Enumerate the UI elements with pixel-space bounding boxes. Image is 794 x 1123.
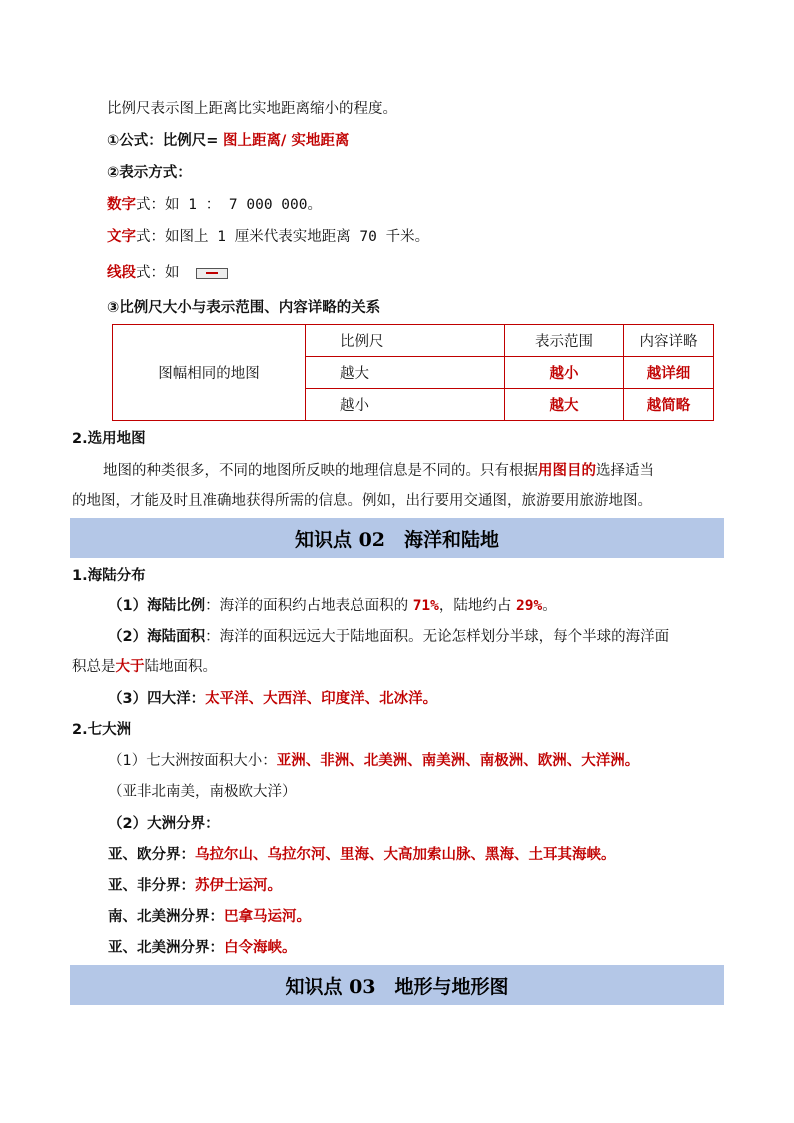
item-label: （2）海陆面积	[108, 629, 206, 645]
cell-detail: 越简略	[624, 389, 714, 421]
relation-title: ③比例尺大小与表示范围、内容详略的关系	[107, 300, 381, 316]
item-text: ，陆地约占	[438, 598, 517, 614]
cell-detail: 越详细	[624, 357, 714, 389]
table-row	[113, 325, 714, 357]
sea-area-line-2	[72, 657, 217, 677]
formula-line	[107, 131, 349, 151]
continents-line	[108, 751, 639, 771]
para-text: 选择适当	[596, 463, 654, 479]
header-range: 表示范围	[505, 325, 624, 357]
section-title: 知识点 02 海洋和陆地	[294, 528, 500, 551]
item-text: 陆地面积。	[144, 659, 217, 675]
boundary-americas	[108, 907, 311, 927]
item-label: （1）海陆比例	[108, 598, 206, 614]
line-text: 式：如	[136, 265, 180, 281]
section-banner-kp02	[70, 518, 724, 558]
boundary-label: 亚、非分界：	[108, 878, 195, 894]
cell-scale: 越大	[306, 357, 505, 389]
item-label: （3）四大洋：	[108, 691, 206, 707]
item-text: 积总是	[72, 659, 116, 675]
choose-map-para-2: 的地图，才能及时且准确地获得所需的信息。例如，出行要用交通图，旅游要用旅游地图。	[72, 493, 652, 509]
text-scale-line	[107, 227, 429, 247]
boundary-asia-na	[108, 938, 297, 958]
boundary-label: 亚、北美洲分界：	[108, 940, 224, 956]
row-header-cell: 图幅相同的地图	[113, 325, 306, 421]
seven-continents: 亚洲、非洲、北美洲、南美洲、南极洲、欧洲、大洋洲。	[276, 753, 640, 769]
header-detail: 内容详略	[624, 325, 714, 357]
scale-relation-table	[112, 324, 714, 421]
sea-area-line	[108, 627, 669, 647]
choose-map-title: 2.选用地图	[72, 431, 146, 447]
ocean-percent: 71%	[412, 598, 439, 614]
para-text: 地图的种类很多，不同的地图所反映的地理信息是不同的。只有根据	[103, 463, 538, 479]
cell-range: 越大	[505, 389, 624, 421]
ways-title: ②表示方式：	[107, 165, 192, 181]
text-label: 文字	[107, 229, 136, 245]
line-label: 线段	[107, 265, 136, 281]
para-highlight: 用图目的	[538, 463, 596, 479]
formula-value: 图上距离/ 实地距离	[223, 133, 350, 149]
land-percent: 29%	[516, 598, 543, 614]
boundary-value: 苏伊士运河。	[195, 878, 282, 894]
item-text: ：海洋的面积约占地表总面积的	[205, 598, 413, 614]
numeric-label: 数字	[107, 197, 136, 213]
sea-ratio-line	[108, 596, 557, 616]
numeric-scale-line	[107, 195, 322, 215]
section-banner-kp03	[70, 965, 724, 1005]
boundary-label: 亚、欧分界：	[108, 847, 195, 863]
boundary-label: 南、北美洲分界：	[108, 909, 224, 925]
boundary-asia-europe	[108, 845, 616, 865]
continents-mnemonic: （亚非北南美，南极欧大洋）	[108, 784, 297, 800]
header-scale: 比例尺	[306, 325, 505, 357]
formula-prefix: ①公式：比例尺=	[107, 133, 219, 149]
numeric-text: 式：如 1 ： 7 000 000。	[136, 197, 322, 213]
scale-intro: 比例尺表示图上距离比实地距离缩小的程度。	[107, 101, 397, 117]
continents-title: 2.七大洲	[72, 722, 132, 738]
four-oceans-line	[108, 689, 437, 709]
boundary-asia-africa	[108, 876, 282, 896]
section-title: 知识点 03 地形与地形图	[285, 975, 509, 998]
text-text: 式：如图上 1 厘米代表实地距离 70 千米。	[136, 229, 430, 245]
item-label: （1）七大洲按面积大小：	[108, 753, 277, 769]
scale-bar-image	[196, 268, 228, 279]
item-highlight: 大于	[115, 659, 145, 675]
four-oceans: 太平洋、大西洋、印度洋、北冰洋。	[205, 691, 438, 707]
cell-range: 越小	[505, 357, 624, 389]
boundary-value: 乌拉尔山、乌拉尔河、里海、大高加索山脉、黑海、土耳其海峡。	[195, 847, 616, 863]
boundary-value: 巴拿马运河。	[224, 909, 311, 925]
sea-land-title: 1.海陆分布	[72, 568, 146, 584]
cell-scale: 越小	[306, 389, 505, 421]
choose-map-para-1	[103, 461, 654, 481]
boundary-value: 白令海峡。	[224, 940, 297, 956]
boundary-title: （2）大洲分界：	[108, 816, 220, 832]
item-text: ：海洋的面积远远大于陆地面积。无论怎样划分半球，每个半球的海洋面	[205, 629, 670, 645]
line-scale-line	[107, 263, 228, 283]
item-text: 。	[542, 598, 557, 614]
